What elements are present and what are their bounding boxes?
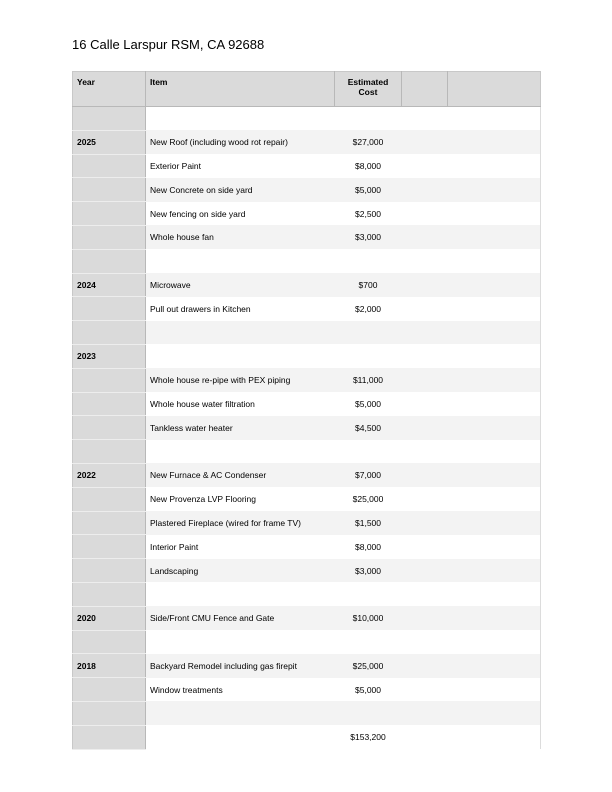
empty-cell [402,368,448,392]
cost-cell [335,582,402,606]
year-cell [73,321,146,345]
table-row [73,582,541,606]
table-row [73,225,541,249]
empty-cell [448,178,541,202]
empty-cell [448,463,541,487]
item-cell: Landscaping [146,559,335,583]
table-row [73,273,541,297]
item-cell: Microwave [146,273,335,297]
empty-cell [448,321,541,345]
empty-cell [448,344,541,368]
empty-cell [402,725,448,749]
year-cell [73,249,146,273]
table-row [73,440,541,464]
table-row [73,463,541,487]
empty-cell [448,249,541,273]
table-row [73,678,541,702]
cost-header-line1: Estimated [347,77,389,87]
empty-cell [402,463,448,487]
page-title: 16 Calle Larspur RSM, CA 92688 [72,37,265,52]
item-cell: New Concrete on side yard [146,178,335,202]
cost-cell: $4,500 [335,416,402,440]
year-cell: 2018 [73,654,146,678]
year-cell [73,178,146,202]
table-row [73,511,541,535]
item-cell [146,725,335,749]
item-cell [146,440,335,464]
empty-cell [402,202,448,226]
empty-cell [448,559,541,583]
year-cell [73,725,146,749]
table-row [73,202,541,226]
cost-cell: $7,000 [335,463,402,487]
item-cell: Plastered Fireplace (wired for frame TV) [146,511,335,535]
cost-cell: $27,000 [335,130,402,154]
empty-cell [402,701,448,725]
year-cell [73,440,146,464]
cost-cell [335,249,402,273]
cost-cell: $153,200 [350,732,386,743]
table-row [73,559,541,583]
year-cell [73,416,146,440]
year-cell [73,202,146,226]
cost-cell: $2,000 [355,303,381,314]
empty-cell [402,273,448,297]
empty-header-cell [448,72,541,107]
cost-cell: $8,000 [355,160,381,171]
item-cell: Whole house water filtration [150,398,255,409]
item-cell [146,107,335,131]
table-row [73,416,541,440]
year-cell [73,701,146,725]
item-cell: Side/Front CMU Fence and Gate [146,606,335,630]
year-cell [73,107,146,131]
item-cell: New Provenza LVP Flooring [150,494,256,505]
empty-cell [448,630,541,654]
cost-cell: $25,000 [352,494,384,505]
cost-cell [335,107,402,131]
item-cell [146,249,335,273]
empty-cell [402,487,448,511]
cost-cell [335,701,402,725]
empty-cell [402,559,448,583]
table-row [73,249,541,273]
table-row [73,154,541,178]
year-cell [73,154,146,178]
item-cell: Tankless water heater [146,416,335,440]
empty-header-cell [402,72,448,107]
empty-cell [448,725,541,749]
empty-cell [402,416,448,440]
item-cell: Whole house re-pipe with PEX piping [146,368,335,392]
cost-cell: $25,000 [335,654,402,678]
empty-cell [448,582,541,606]
cost-cell [335,344,402,368]
year-cell: 2023 [73,344,146,368]
year-cell [73,678,146,702]
empty-cell [402,107,448,131]
empty-cell [448,202,541,226]
item-cell: New fencing on side yard [150,208,246,219]
year-cell [73,582,146,606]
empty-cell [448,154,541,178]
empty-cell [448,297,541,321]
item-cell [146,630,335,654]
item-cell: Interior Paint [150,541,199,552]
year-cell [73,559,146,583]
item-cell [146,701,335,725]
empty-cell [402,582,448,606]
table-row [73,630,541,654]
cost-cell: $3,000 [335,559,402,583]
cost-cell: $5,000 [355,684,381,695]
empty-cell [448,511,541,535]
item-cell: Window treatments [150,684,223,695]
cost-cell: $11,000 [335,368,402,392]
empty-cell [448,368,541,392]
year-cell [73,297,146,321]
cost-cell [335,321,402,345]
header-row [73,72,541,107]
year-cell [73,487,146,511]
cost-header-line2: Cost [358,87,378,97]
year-header: Year [73,72,146,107]
cost-cell: $5,000 [335,178,402,202]
table-row [73,535,541,559]
item-cell: Whole house fan [146,225,335,249]
empty-cell [402,440,448,464]
table-row [73,606,541,630]
item-cell: Backyard Remodel including gas firepit [146,654,335,678]
table-row [73,392,541,416]
empty-cell [402,249,448,273]
cost-cell: $8,000 [355,541,381,552]
empty-cell [448,606,541,630]
item-cell [146,344,335,368]
item-cell [146,582,335,606]
empty-cell [448,107,541,131]
estimated-cost-header [335,72,402,107]
table-row [73,297,541,321]
empty-cell [448,701,541,725]
cost-cell: $700 [335,273,402,297]
empty-cell [402,225,448,249]
empty-cell [448,273,541,297]
empty-cell [402,130,448,154]
year-cell [73,368,146,392]
year-cell: 2022 [73,463,146,487]
table-row [73,654,541,678]
empty-cell [448,392,541,416]
empty-cell [402,392,448,416]
year-cell [73,630,146,654]
table-row [73,487,541,511]
empty-cell [402,606,448,630]
item-header: Item [146,72,335,107]
empty-cell [402,630,448,654]
cost-cell: $3,000 [335,225,402,249]
table-row [73,368,541,392]
cost-cell: $2,500 [355,208,381,219]
cost-cell [335,630,402,654]
item-cell: New Roof (including wood rot repair) [146,130,335,154]
table-row [73,344,541,368]
cost-cell: $5,000 [355,398,381,409]
table-row [73,725,541,749]
cost-cell: $1,500 [335,511,402,535]
item-cell [146,321,335,345]
table-row [73,178,541,202]
year-cell [73,225,146,249]
table-row [73,321,541,345]
item-cell: New Furnace & AC Condenser [146,463,335,487]
cost-table [72,71,541,750]
year-cell [73,511,146,535]
empty-cell [402,321,448,345]
empty-cell [448,654,541,678]
empty-cell [402,344,448,368]
empty-cell [402,178,448,202]
empty-cell [402,535,448,559]
empty-cell [402,511,448,535]
year-cell: 2025 [73,130,146,154]
empty-cell [448,678,541,702]
empty-cell [402,154,448,178]
year-cell [73,535,146,559]
table-row [73,701,541,725]
empty-cell [448,225,541,249]
empty-cell [448,535,541,559]
year-cell: 2020 [73,606,146,630]
empty-cell [402,297,448,321]
year-cell [73,392,146,416]
empty-cell [402,654,448,678]
cost-cell [335,440,402,464]
table-row [73,107,541,131]
empty-cell [448,130,541,154]
item-cell: Pull out drawers in Kitchen [150,303,251,314]
table-row [73,130,541,154]
empty-cell [448,440,541,464]
empty-cell [448,416,541,440]
cost-cell: $10,000 [335,606,402,630]
empty-cell [448,487,541,511]
year-cell: 2024 [73,273,146,297]
empty-cell [402,678,448,702]
item-cell: Exterior Paint [150,160,202,171]
